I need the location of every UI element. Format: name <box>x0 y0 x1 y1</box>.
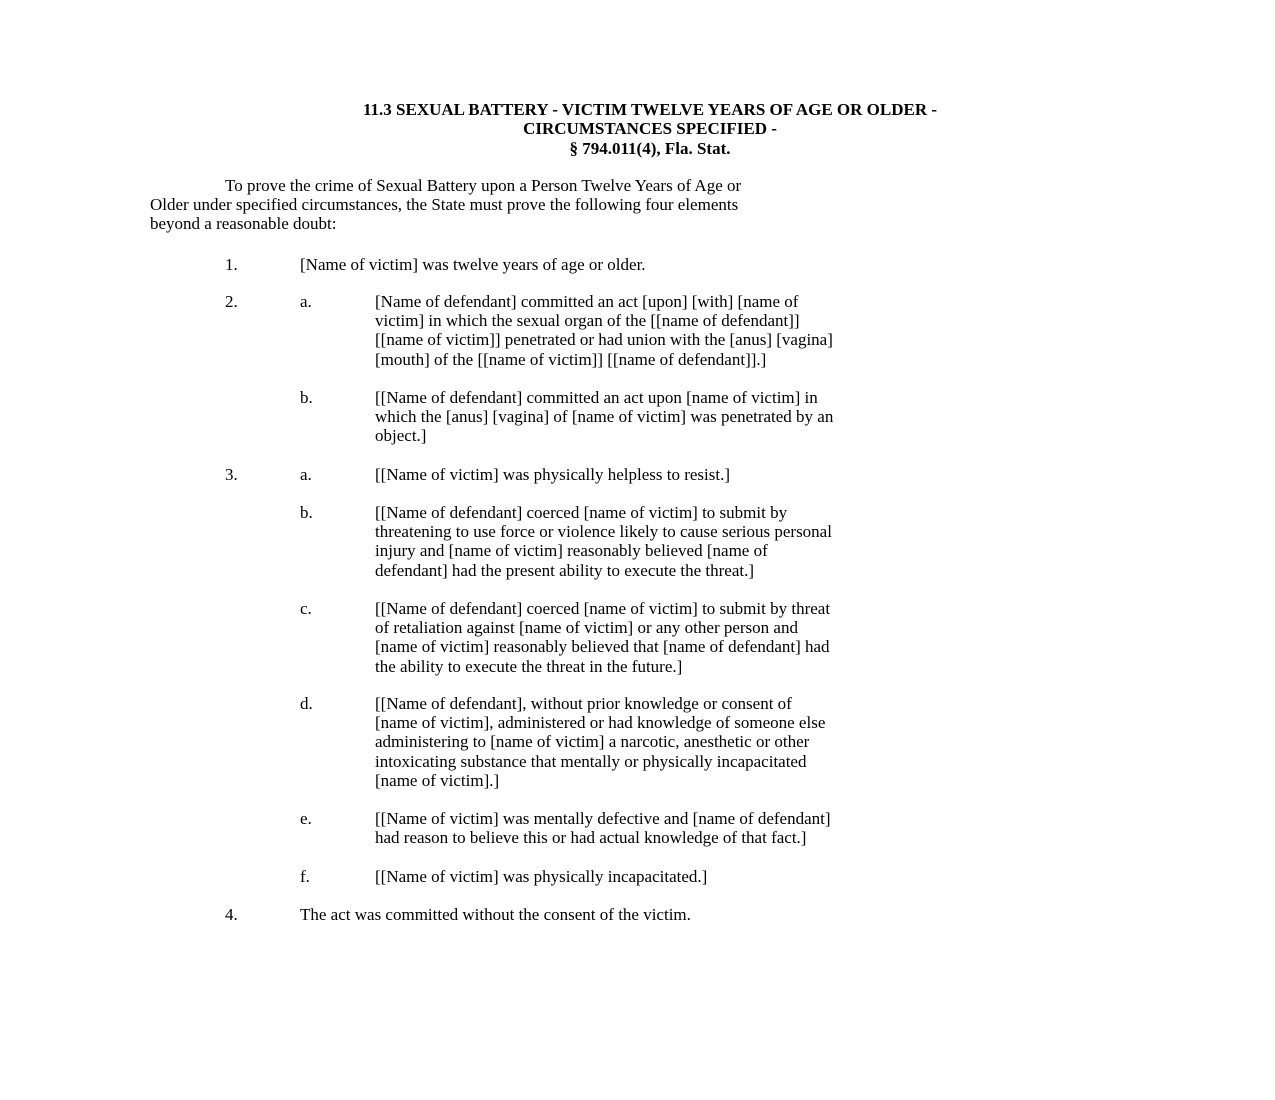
element-3a-text <box>375 465 1065 484</box>
text-line: [Name of defendant] committed an act [upon] [with] [name of <box>375 292 799 311</box>
element-number: 3. <box>225 465 238 484</box>
sub-letter: d. <box>300 694 313 713</box>
text-line: [[Name of defendant] coerced [name of victim] to submit by <box>375 503 788 522</box>
element-4-text: The act was committed without the consent of the victim. <box>300 905 691 924</box>
text-line: [[Name of victim] was physically incapacitated.] <box>375 867 708 886</box>
element-3c-text <box>375 599 1065 676</box>
text-line: [[name of victim]] penetrated or had union with the [anus] [vagina] <box>375 330 833 350</box>
text-line: [[Name of victim] was physically helpless to resist.] <box>375 465 731 484</box>
sub-letter: a. <box>300 292 312 311</box>
text-line: [name of victim].] <box>375 770 500 790</box>
intro-paragraph <box>150 176 1050 234</box>
element-number: 4. <box>225 905 238 924</box>
text-line: [[Name of defendant], without prior knowledge or consent of <box>375 694 792 713</box>
text-line: the ability to execute the threat in the future.] <box>375 656 683 676</box>
intro-line: beyond a reasonable doubt: <box>150 214 337 234</box>
sub-letter: f. <box>300 867 310 886</box>
element-3b-text <box>375 503 1065 580</box>
text-line: [[Name of victim] was mentally defective and [name of defendant] <box>375 809 831 828</box>
intro-line: Older under specified circumstances, the State must prove the following four elements <box>150 195 739 215</box>
element-2b-text <box>375 388 1065 446</box>
sub-letter: e. <box>300 809 312 828</box>
text-line: threatening to use force or violence likely to cause serious personal <box>375 522 832 542</box>
element-number: 1. <box>225 255 238 274</box>
text-line: intoxicating substance that mentally or physically incapacitated <box>375 751 807 771</box>
element-3e-text <box>375 809 1065 847</box>
heading-line-3: § 794.011(4), Fla. Stat. <box>569 139 731 158</box>
text-line: [name of victim] reasonably believed that [name of defendant] had <box>375 637 830 657</box>
text-line: of retaliation against [name of victim] or any other person and <box>375 618 798 638</box>
element-3d-text <box>375 694 1065 790</box>
sub-letter: b. <box>300 503 313 522</box>
heading-line-2: CIRCUMSTANCES SPECIFIED - <box>523 119 777 138</box>
heading-line-1: 11.3 SEXUAL BATTERY - VICTIM TWELVE YEARS OF AGE OR OLDER - <box>362 100 938 119</box>
intro-line: To prove the crime of Sexual Battery upon a Person Twelve Years of Age or <box>225 176 742 195</box>
text-line: defendant] had the present ability to execute the threat.] <box>375 560 755 580</box>
text-line: [mouth] of the [[name of victim]] [[name of defendant]].] <box>375 349 767 369</box>
text-line: administering to [name of victim] a narcotic, anesthetic or other <box>375 732 810 752</box>
sub-letter: c. <box>300 599 312 618</box>
text-line: [[Name of defendant] coerced [name of victim] to submit by threat <box>375 599 831 618</box>
text-line: [[Name of defendant] committed an act upon [name of victim] in <box>375 388 818 407</box>
sub-letter: a. <box>300 465 312 484</box>
text-line: [name of victim], administered or had knowledge of someone else <box>375 713 826 733</box>
sub-letter: b. <box>300 388 313 407</box>
element-3f-text <box>375 867 1065 886</box>
text-line: object.] <box>375 426 427 446</box>
element-2a-text <box>375 292 1065 369</box>
text-line: which the [anus] [vagina] of [name of victim] was penetrated by an <box>375 407 834 427</box>
element-number: 2. <box>225 292 238 311</box>
element-1-text: [Name of victim] was twelve years of age or older. <box>300 255 646 274</box>
text-line: had reason to believe this or had actual knowledge of that fact.] <box>375 828 807 848</box>
text-line: victim] in which the sexual organ of the [[name of defendant]] <box>375 311 800 331</box>
text-line: injury and [name of victim] reasonably believed [name of <box>375 541 768 561</box>
